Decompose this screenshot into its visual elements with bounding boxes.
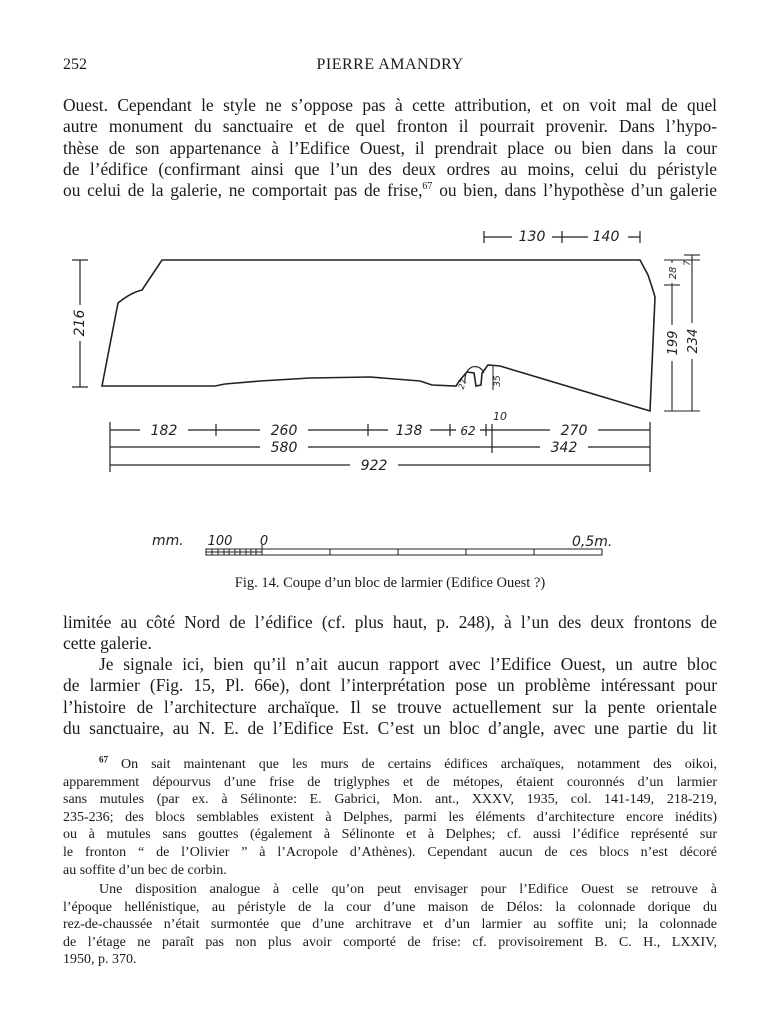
scale-left: 100 <box>207 534 233 549</box>
section-drawing <box>60 215 720 565</box>
footnote-line: l’époque hellénistique, au péristyle de la cour d’une maison de Délos: la colonnade dorique du <box>63 899 717 915</box>
dim-total: 922 <box>360 458 388 474</box>
footnote-line: au soffite d’un bec de corbin. <box>63 862 227 878</box>
dim-row1: 270 <box>560 423 588 439</box>
footnote-line: 235-236; des blocs semblables existent à Delphes, parmi les éléments d’architecture encore inédits) <box>63 809 717 825</box>
text-line: autre monument du sanctuaire et de quel fronton il pourrait provenir. Dans l’hypo- <box>63 116 717 137</box>
dim-row1: 138 <box>395 423 423 439</box>
running-head: PIERRE AMANDRY <box>316 56 464 73</box>
block-outline <box>102 260 655 411</box>
footnote-67 <box>63 756 717 879</box>
text-line: l’histoire de l’architecture archaïque. Il se trouve actuellement sur la pente orientale <box>63 696 717 717</box>
dim-top-left: 130 <box>518 229 546 245</box>
scale-unit: mm. <box>152 533 184 549</box>
scale-zero: 0 <box>259 534 269 549</box>
footnote-ref[interactable]: 67 <box>422 181 433 193</box>
text-line: limitée au côté Nord de l’édifice (cf. plus haut, p. 248), à l’un des deux frontons de <box>63 612 717 632</box>
scale-right: 0,5m. <box>572 534 613 550</box>
text-line: thèse de son appartenance à l’Edifice Ouest, il prendrait place ou bien dans la cour <box>63 137 717 158</box>
dim-right-small: 28 <box>668 266 679 280</box>
text-line: de larmier (Fig. 15, Pl. 66e), dont l’interprétation pose un problème intéressant pour <box>63 675 717 696</box>
figure-caption: Fig. 14. Coupe d’un bloc de larmier (Edifice Ouest ?) <box>234 575 546 591</box>
text-line: Je signale ici, bien qu’il n’ait aucun rapport avec l’Edifice Ouest, un autre bloc <box>99 654 717 674</box>
dim-inner-a: 35 <box>493 375 503 387</box>
footnote-line: sans mutules (par ex. à Sélinonte: E. Gabrici, Mon. ant., XXXV, 1935, col. 141-149, 218-219, <box>63 792 717 808</box>
dim-right-top: 7 <box>683 260 693 266</box>
dim-right-full: 234 <box>686 328 701 354</box>
text-fragment: ou celui de la galerie, ne comportait pas de frise, <box>63 180 423 201</box>
dim-row1: 182 <box>150 423 178 439</box>
dim-row1: 260 <box>270 423 298 439</box>
dim-right-mid: 199 <box>666 330 681 356</box>
text-line: Ouest. Cependant le style ne s’oppose pas à cette attribution, et on voit mal de quel <box>63 95 717 115</box>
paragraph-top <box>63 95 717 201</box>
dim-top-right: 140 <box>592 229 620 245</box>
text-line: du sanctuaire, au N. E. de l’Edifice Est. C’est un bloc d’angle, avec une partie du lit <box>63 717 717 738</box>
page-number: 252 <box>63 56 87 73</box>
dim-row2: 342 <box>550 440 578 456</box>
dim-inner-b: 27 <box>456 377 469 391</box>
dim-row2: 580 <box>270 440 298 456</box>
text-fragment: ou bien, dans l’hypothèse d’un galerie <box>439 180 717 201</box>
paragraph-second <box>63 654 717 739</box>
footnote-number: 67 <box>99 754 108 765</box>
dim-height-left: 216 <box>72 309 88 337</box>
dim-row1: 62 <box>460 424 476 438</box>
footnote-line: 1950, p. 370. <box>63 952 137 968</box>
text-line: cette galerie. <box>63 633 152 654</box>
footnote-67-continued <box>63 881 717 969</box>
footnote-line <box>63 756 717 774</box>
footnote-line: rez-de-chaussée n’était surmontée que d’une architrave et d’un larmier au soffite uni; la colonnade <box>63 917 717 933</box>
dim-row1: 10 <box>493 410 507 423</box>
footnote-line: Une disposition analogue à celle qu’on peut envisager pour l’Edifice Ouest se retrouve à <box>99 882 717 897</box>
text-fragment: On sait maintenant que les murs de certains édifices archaïques, notamment des oikoi, <box>121 757 718 772</box>
page-header <box>63 56 717 80</box>
footnote-line: ou à mutules sans gouttes (également à Sélinonte et à Delphes; cf. aussi l’édifice représenté sur <box>63 827 717 843</box>
footnote-line: le fronton “ de l’Olivier ” à l’Acropole d’Athènes). Cependant aucun de ces blocs n’est décoré <box>63 844 717 860</box>
footnote-line: apparemment dépourvus d’une frise de triglyphes et de métopes, étaient couronnés d’un larmier <box>63 774 717 790</box>
paragraph-after-figure <box>63 612 717 655</box>
text-line: de l’édifice (confirmant ainsi que l’un des deux ordres au moins, celui du péristyle <box>63 158 717 179</box>
footnote-line: de l’étage ne paraît pas non plus avoir comporté de frise: cf. provisoirement B. C. H., LXXIV, <box>63 934 717 950</box>
text-line <box>63 180 717 201</box>
